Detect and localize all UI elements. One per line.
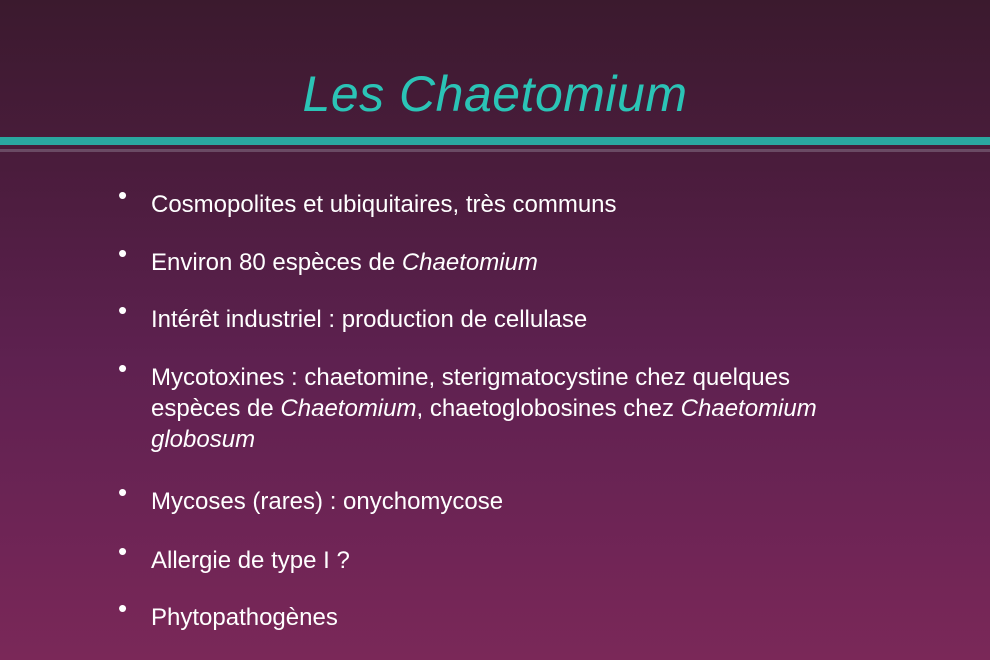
bullet-segment-italic: Chaetomium [401,249,538,276]
bullet-dot-icon: • [118,238,128,268]
bullet-text [151,486,951,517]
bullet-text [151,304,951,335]
bullet-text [151,602,951,633]
bullet-segment: Intérêt industriel : production de cellulase [151,306,588,333]
bullet-segment: Allergie de type I ? [151,547,350,574]
bullet-segment: Cosmopolites et ubiquitaires, très communs [151,191,617,218]
bullet-dot-icon: • [118,295,128,325]
title-divider [0,137,990,145]
bullet-segment-italic: Chaetomium [680,395,817,422]
bullet-text [151,545,951,576]
bullet-segment: Phytopathogènes [151,604,338,631]
bullet-dot-icon: • [118,353,128,383]
bullet-text [151,247,951,278]
bullet-text [151,362,951,455]
bullet-segment-italic: globosum [151,426,256,453]
bullet-dot-icon: • [118,180,128,210]
bullet-segment-italic: Chaetomium [280,395,417,422]
bullet-segment: Mycotoxines : chaetomine, sterigmatocystine chez quelques [151,364,790,391]
bullet-dot-icon: • [118,477,128,507]
title-divider-thin [0,149,990,152]
bullet-segment: espèces de [151,395,281,422]
bullet-segment: Environ 80 espèces de [151,249,402,276]
bullet-segment: , chaetoglobosines chez [416,395,681,422]
bullet-dot-icon: • [118,536,128,566]
bullet-dot-icon: • [118,593,128,623]
bullet-segment: Mycoses (rares) : onychomycose [151,488,504,515]
bullet-text [151,189,951,220]
slide-title: Les Chaetomium [302,66,688,122]
